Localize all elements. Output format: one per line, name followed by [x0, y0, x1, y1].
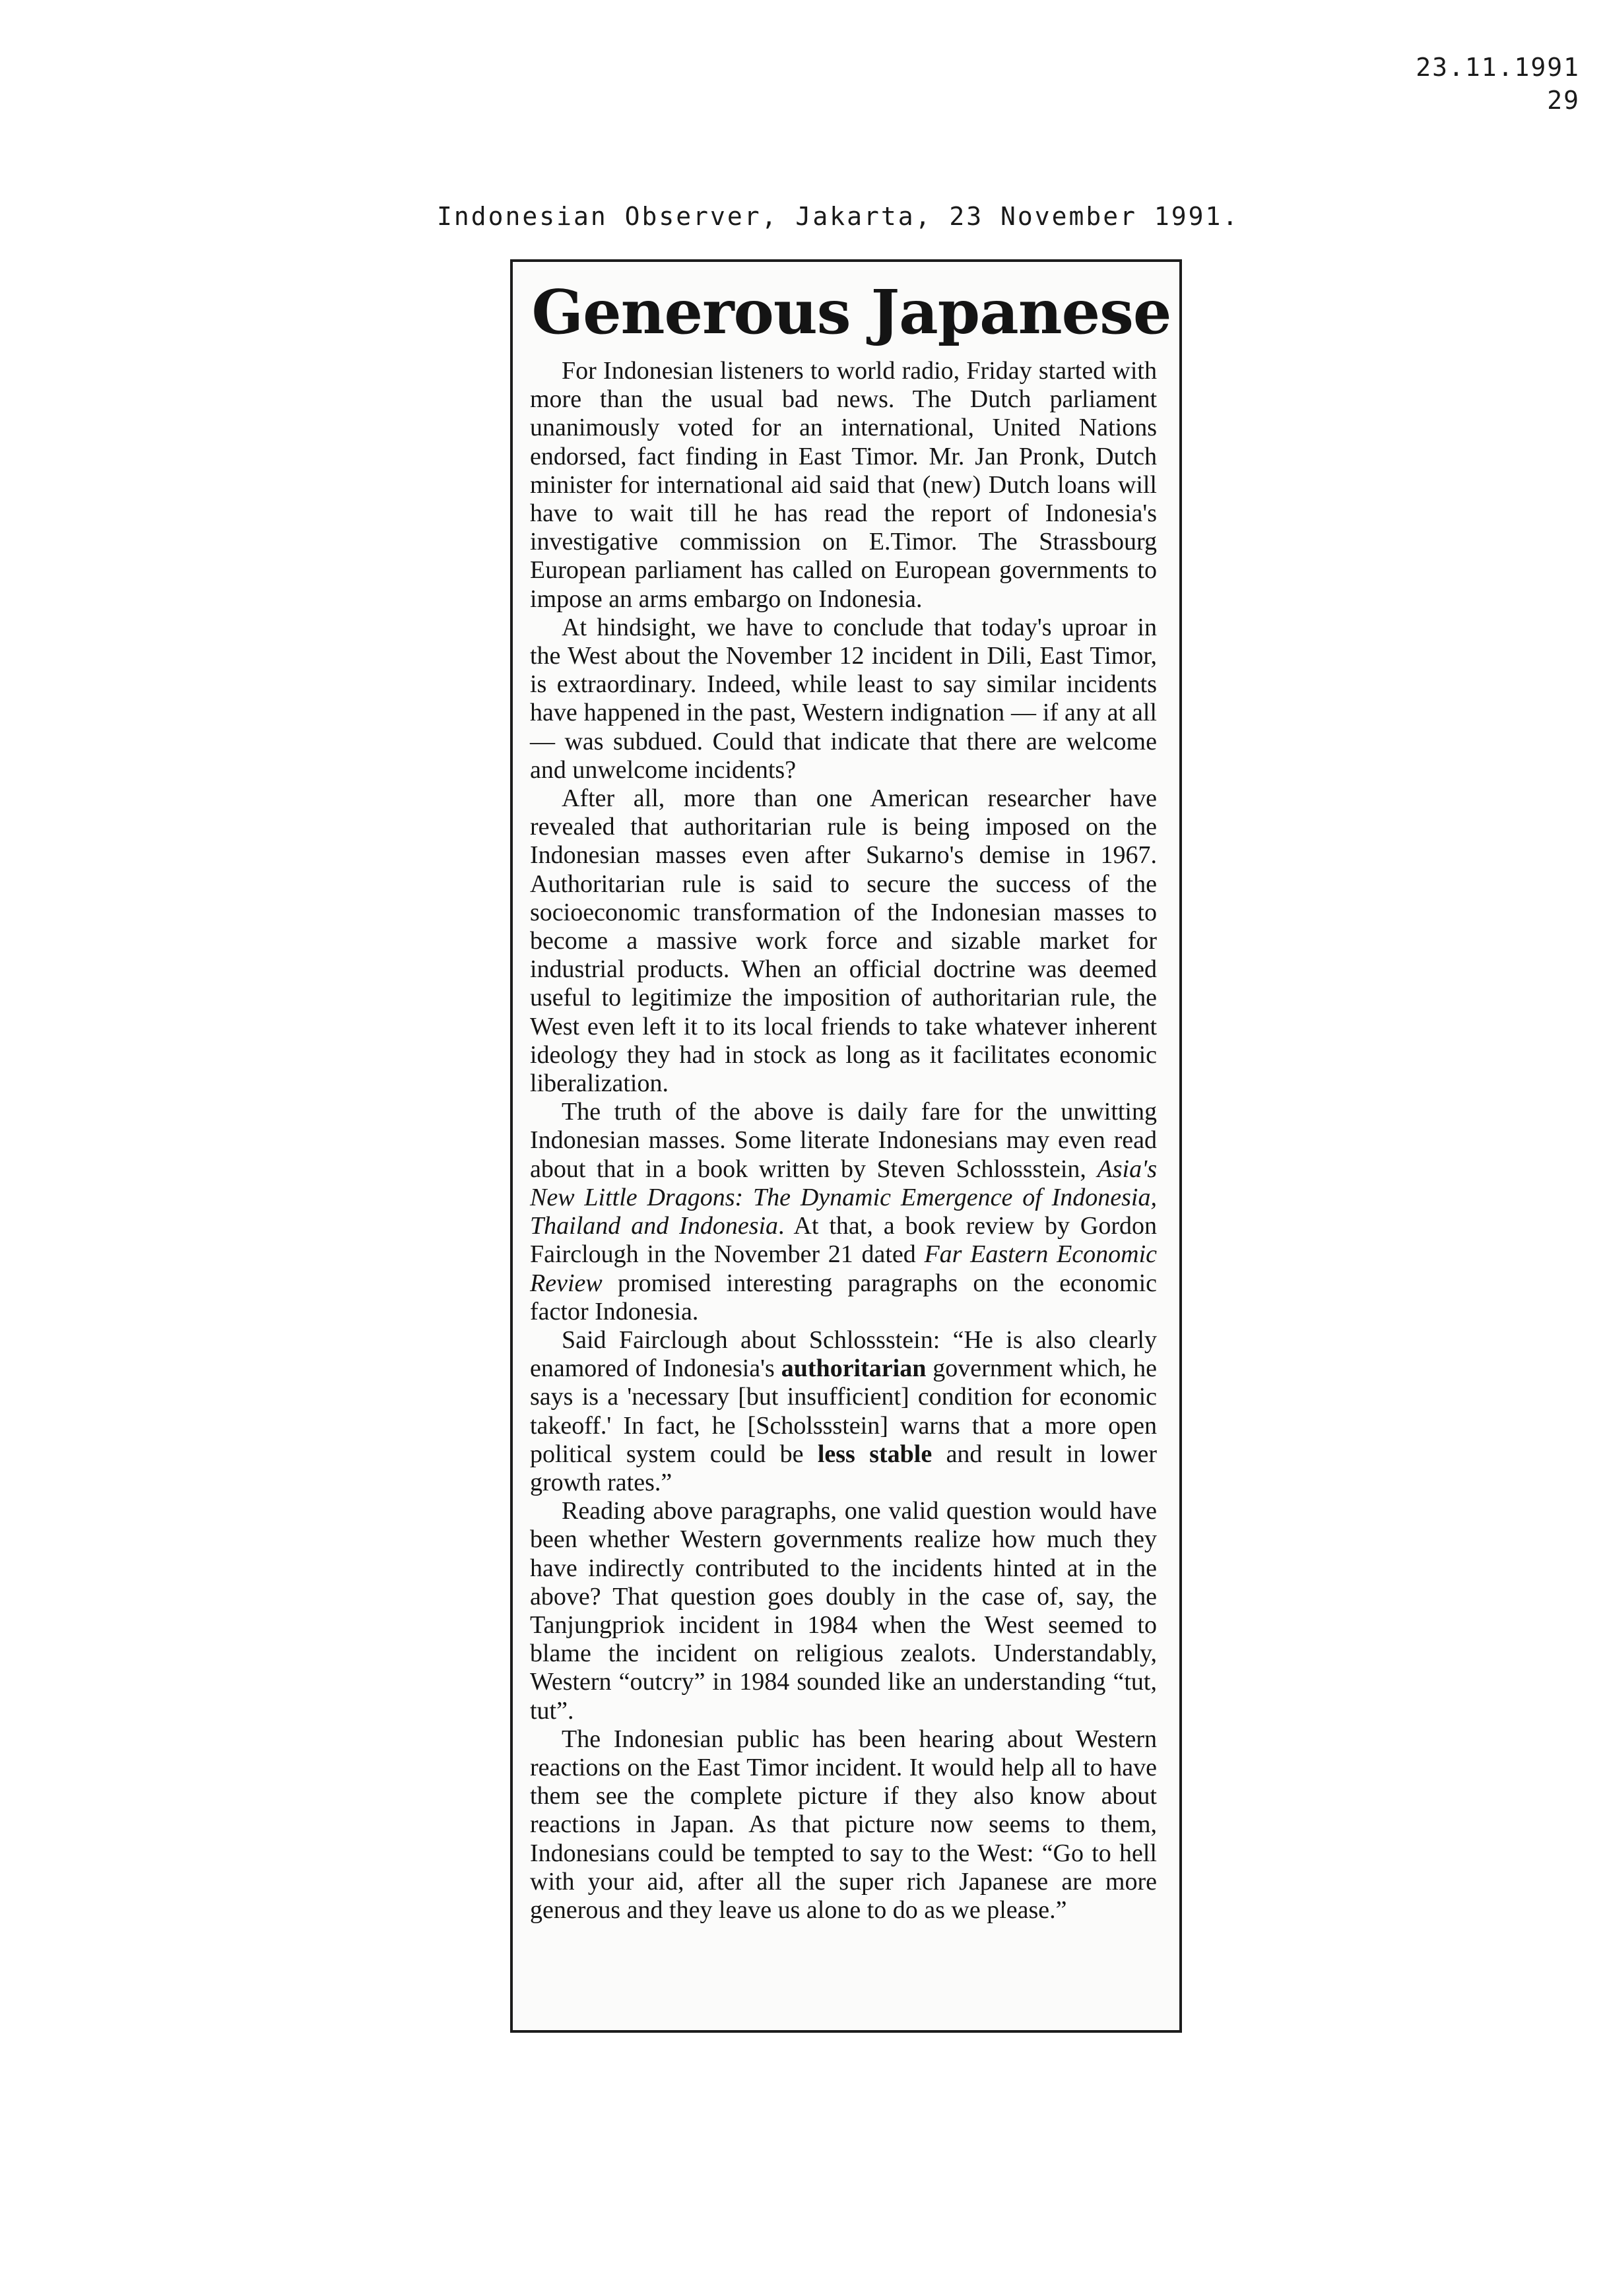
- article-headline: Generous Japanese: [531, 276, 1171, 348]
- paragraph-2: At hindsight, we have to conclude that today's uproar in the West about the November 12 incident in Dili, East Timor, is extraordinary. Indeed, while least to say similar incidents have happened in the past, Western indignation — if any at all — was subdued. Could that indicate that there are welcome and unwelcome incidents?: [530, 613, 1157, 784]
- bold-authoritarian: authoritarian: [781, 1355, 927, 1383]
- paragraph-5-text-b: government which, he says is a 'necessary [but insufficient] condition for economic takeoff.' In fact, he [Scholssstein] warns that a more open political system could be: [530, 1355, 1157, 1468]
- paragraph-4-text-b: . At that, a book review by Gordon Fairclough in the November 21 dated: [530, 1212, 1158, 1269]
- paragraph-5-text-c: and result in lower growth rates.”: [530, 1440, 1158, 1496]
- newspaper-clipping: [510, 259, 1182, 2033]
- journal-title: Far Eastern Economic Review: [530, 1240, 1158, 1297]
- document-date: 23.11.1991: [1416, 53, 1580, 82]
- paragraph-4: [530, 1098, 1157, 1326]
- book-title: Asia's New Little Dragons: The Dynamic Emergence of Indonesia, Thailand and Indonesia: [530, 1155, 1157, 1240]
- article-body: [530, 357, 1157, 1925]
- page-number: 29: [1547, 86, 1580, 115]
- paragraph-5-text-a: Said Fairclough about Schlossstein: “He is also clearly enamored of Indonesia's: [530, 1325, 1157, 1383]
- source-citation: Indonesian Observer, Jakarta, 23 November 1991.: [437, 202, 1240, 231]
- paragraph-3: After all, more than one American researcher have revealed that authoritarian rule is being imposed on the Indonesian masses even after Sukarno's demise in 1967. Authoritarian rule is said to secure the success of the socioeconomic transformation of the Indonesian masses to become a massive work force and sizable market for industrial products. When an official doctrine was deemed useful to legitimize the imposition of authoritarian rule, the West even left it to its local friends to take whatever inherent ideology they had in stock as long as it facilitates economic liberalization.: [530, 784, 1157, 1098]
- paragraph-1: For Indonesian listeners to world radio, Friday started with more than the usual bad news. The Dutch parliament unanimously voted for an international, United Nations endorsed, fact finding in East Timor. Mr. Jan Pronk, Dutch minister for international aid said that (new) Dutch loans will have to wait till he has read the report of Indonesia's investigative commission on E.Timor. The Strassbourg European parliament has called on European governments to impose an arms embargo on Indonesia.: [530, 357, 1157, 613]
- paragraph-7: The Indonesian public has been hearing about Western reactions on the East Timor incident. It would help all to have them see the complete picture if they also know about reactions in Japan. As that picture now seems to them, Indonesians could be tempted to say to the West: “Go to hell with your aid, after all the super rich Japanese are more generous and they leave us alone to do as we please.”: [530, 1725, 1157, 1924]
- paragraph-4-text-a: The truth of the above is daily fare for the unwitting Indonesian masses. Some literate Indonesians may even read about that in a book written by Steven Schlossstein,: [530, 1098, 1157, 1183]
- paragraph-4-text-c: promised interesting paragraphs on the economic factor Indonesia.: [530, 1269, 1157, 1325]
- paragraph-6: Reading above paragraphs, one valid question would have been whether Western governments realize how much they have indirectly contributed to the incidents hinted at in the above? That question goes doubly in the case of, say, the Tanjungpriok incident in 1984 when the West seemed to blame the incident on religious zealots. Understandably, Western “outcry” in 1984 sounded like an understanding “tut, tut”.: [530, 1497, 1157, 1725]
- bold-less-stable: less stable: [817, 1440, 933, 1468]
- paragraph-5: [530, 1326, 1157, 1497]
